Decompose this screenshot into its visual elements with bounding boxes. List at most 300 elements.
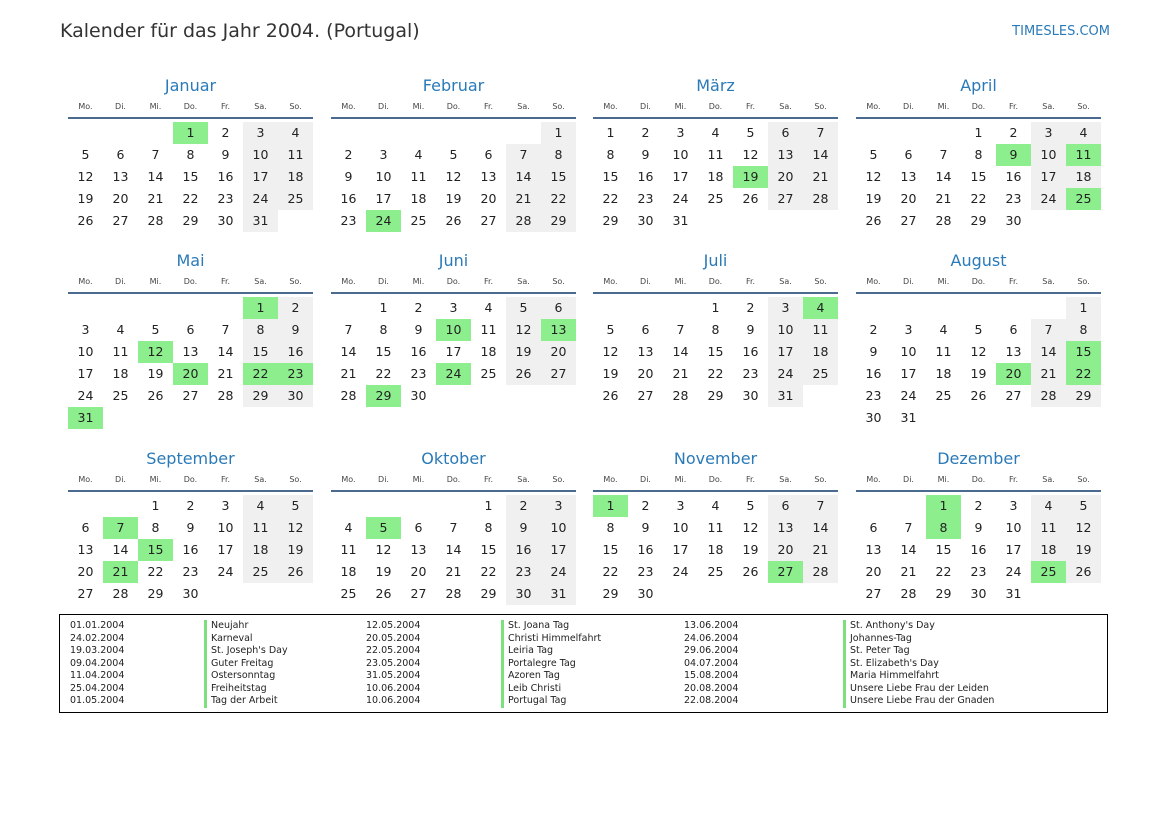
day-cell: 11 [707, 520, 724, 535]
week-row [331, 539, 576, 561]
day-cell: 7 [449, 520, 458, 535]
week-row [593, 122, 838, 144]
day-cell: 8 [606, 147, 615, 162]
day-cell: 12 [742, 147, 759, 162]
day-cell: 18 [935, 366, 952, 381]
holiday-date: 13.06.2004 [684, 620, 739, 631]
weekday-header [856, 100, 1101, 119]
weekday-label: So. [552, 475, 565, 484]
day-cell: 30 [506, 583, 541, 605]
week-row [68, 210, 313, 232]
day-cell: 21 [803, 166, 838, 188]
day-cell: 23 [506, 561, 541, 583]
day-cell: 3 [676, 498, 685, 513]
day-cell: 29 [1066, 385, 1101, 407]
empty-cell [1031, 583, 1066, 605]
empty-cell [856, 495, 891, 517]
weekday-label: Mo. [341, 102, 356, 111]
weekday-label: Fr. [1008, 475, 1019, 484]
holiday-name: Portugal Tag [501, 695, 601, 708]
day-cell: 10 [900, 344, 917, 359]
day-cell: 17 [672, 542, 689, 557]
holiday-day-cell: 9 [996, 144, 1031, 166]
day-cell: 11 [410, 169, 427, 184]
day-cell: 11 [935, 344, 952, 359]
day-cell: 15 [480, 542, 497, 557]
empty-cell [68, 297, 103, 319]
day-cell: 10 [768, 319, 803, 341]
day-cell: 30 [637, 586, 654, 601]
weekday-label: So. [814, 475, 827, 484]
day-cell: 22 [935, 564, 952, 579]
day-cell: 8 [541, 144, 576, 166]
empty-cell [961, 297, 996, 319]
day-cell: 29 [602, 213, 619, 228]
day-cell: 21 [900, 564, 917, 579]
empty-cell [1066, 210, 1101, 232]
day-cell: 26 [77, 213, 94, 228]
holiday-day-cell: 23 [278, 363, 313, 385]
week-row [856, 319, 1101, 341]
month-november [593, 445, 838, 605]
day-cell: 27 [865, 586, 882, 601]
day-cell: 16 [410, 344, 427, 359]
empty-cell [733, 210, 768, 232]
day-cell: 4 [243, 495, 278, 517]
week-row [331, 166, 576, 188]
site-link[interactable]: TIMESLES.COM [1012, 24, 1110, 39]
day-cell: 11 [1031, 517, 1066, 539]
week-row [593, 144, 838, 166]
day-cell: 9 [506, 517, 541, 539]
day-cell: 30 [865, 410, 882, 425]
day-cell: 31 [541, 583, 576, 605]
day-cell: 26 [445, 213, 462, 228]
day-cell: 28 [1031, 385, 1066, 407]
holiday-date: 24.06.2004 [684, 632, 739, 644]
day-cell: 16 [1005, 169, 1022, 184]
holiday-day-cell: 1 [593, 495, 628, 517]
empty-cell [628, 297, 663, 319]
week-row [856, 517, 1101, 539]
day-cell: 14 [1031, 341, 1066, 363]
day-cell: 13 [637, 344, 654, 359]
day-cell: 17 [77, 366, 94, 381]
holiday-date: 01.05.2004 [70, 695, 125, 706]
day-cell: 23 [637, 564, 654, 579]
weekday-label: Do. [183, 475, 198, 484]
day-cell: 14 [340, 344, 357, 359]
weekday-label: Do. [971, 277, 986, 286]
day-cell: 7 [939, 147, 948, 162]
day-cell: 2 [414, 300, 423, 315]
day-cell: 14 [803, 517, 838, 539]
weekday-label: Do. [183, 277, 198, 286]
day-cell: 24 [900, 388, 917, 403]
week-row [593, 341, 838, 363]
day-cell: 13 [865, 542, 882, 557]
day-cell: 25 [278, 188, 313, 210]
month-name: Juli [703, 251, 728, 270]
empty-cell [1031, 297, 1066, 319]
month-name: August [950, 251, 1007, 270]
holiday-date: 23.05.2004 [366, 657, 421, 669]
holiday-day-cell: 24 [436, 363, 471, 385]
week-row [331, 319, 576, 341]
weekday-label: Sa. [254, 277, 267, 286]
empty-cell [961, 407, 996, 429]
day-cell: 18 [803, 341, 838, 363]
empty-cell [138, 407, 173, 429]
empty-cell [996, 407, 1031, 429]
day-cell: 27 [1005, 388, 1022, 403]
day-cell: 31 [768, 385, 803, 407]
day-cell: 11 [278, 144, 313, 166]
day-cell: 5 [746, 125, 755, 140]
day-cell: 12 [1066, 517, 1101, 539]
day-cell: 3 [768, 297, 803, 319]
day-cell: 5 [506, 297, 541, 319]
day-cell: 25 [480, 366, 497, 381]
day-cell: 31 [900, 410, 917, 425]
week-row [68, 166, 313, 188]
day-cell: 26 [278, 561, 313, 583]
month-name: November [673, 449, 758, 468]
day-cell: 11 [707, 147, 724, 162]
day-cell: 5 [151, 322, 160, 337]
week-row [68, 363, 313, 385]
day-cell: 5 [746, 498, 755, 513]
day-cell: 11 [340, 542, 357, 557]
weekday-label: Di. [903, 277, 914, 286]
day-cell: 13 [182, 344, 199, 359]
day-cell: 19 [445, 191, 462, 206]
day-cell: 26 [742, 564, 759, 579]
day-cell: 12 [865, 169, 882, 184]
empty-cell [366, 495, 401, 517]
weekday-label: Di. [115, 277, 126, 286]
month-name: Oktober [421, 449, 486, 468]
empty-cell [663, 583, 698, 605]
day-cell: 19 [278, 539, 313, 561]
holiday-date: 20.05.2004 [366, 632, 421, 644]
day-cell: 8 [606, 520, 615, 535]
day-cell: 19 [602, 366, 619, 381]
weekday-label: Sa. [1042, 277, 1055, 286]
holiday-name: Portalegre Tag [501, 658, 601, 671]
week-row [856, 385, 1101, 407]
day-cell: 29 [935, 586, 952, 601]
day-cell: 8 [379, 322, 388, 337]
empty-cell [331, 122, 366, 144]
day-cell: 25 [243, 561, 278, 583]
day-cell: 24 [672, 564, 689, 579]
holiday-name: St. Elizabeth's Day [843, 658, 994, 671]
weekday-label: Fr. [745, 277, 756, 286]
weekday-label: Do. [708, 102, 723, 111]
day-cell: 22 [182, 191, 199, 206]
day-cell: 10 [541, 517, 576, 539]
day-cell: 12 [445, 169, 462, 184]
day-cell: 11 [243, 517, 278, 539]
weekday-label: So. [552, 277, 565, 286]
weekday-label: Di. [378, 475, 389, 484]
day-cell: 26 [147, 388, 164, 403]
month-juli [593, 247, 838, 407]
day-cell: 9 [746, 322, 755, 337]
week-row [593, 561, 838, 583]
weekday-label: Mo. [603, 277, 618, 286]
day-cell: 22 [147, 564, 164, 579]
day-cell: 20 [900, 191, 917, 206]
weekday-label: Do. [183, 102, 198, 111]
empty-cell [68, 495, 103, 517]
day-cell: 15 [375, 344, 392, 359]
day-cell: 7 [803, 495, 838, 517]
day-cell: 11 [803, 319, 838, 341]
day-cell: 27 [182, 388, 199, 403]
month-juni [331, 247, 576, 407]
empty-cell [208, 407, 243, 429]
day-cell: 20 [541, 341, 576, 363]
empty-cell [173, 297, 208, 319]
day-cell: 21 [340, 366, 357, 381]
day-cell: 6 [186, 322, 195, 337]
holiday-date: 31.05.2004 [366, 670, 421, 681]
day-cell: 26 [375, 586, 392, 601]
holiday-date: 29.06.2004 [684, 645, 739, 656]
day-cell: 24 [217, 564, 234, 579]
legend-name-column [204, 620, 288, 708]
holiday-date: 20.08.2004 [684, 682, 739, 694]
day-cell: 1 [1066, 297, 1101, 319]
week-row [68, 495, 313, 517]
week-row [856, 188, 1101, 210]
day-cell: 5 [81, 147, 90, 162]
day-cell: 22 [602, 564, 619, 579]
empty-cell [208, 297, 243, 319]
week-row [68, 517, 313, 539]
day-cell: 21 [445, 564, 462, 579]
empty-cell [926, 122, 961, 144]
weekday-label: Mo. [341, 277, 356, 286]
week-row [68, 561, 313, 583]
day-cell: 9 [221, 147, 230, 162]
weekday-label: So. [814, 277, 827, 286]
weekday-label: Sa. [517, 102, 530, 111]
day-cell: 22 [480, 564, 497, 579]
day-cell: 1 [711, 300, 720, 315]
weekday-header [68, 100, 313, 119]
empty-cell [733, 583, 768, 605]
weekday-label: Do. [446, 277, 461, 286]
day-cell: 8 [151, 520, 160, 535]
week-row [331, 561, 576, 583]
weekday-header [331, 100, 576, 119]
day-cell: 27 [480, 213, 497, 228]
day-cell: 29 [970, 213, 987, 228]
day-cell: 21 [935, 191, 952, 206]
day-cell: 12 [506, 319, 541, 341]
empty-cell [243, 407, 278, 429]
weekday-label: Sa. [254, 102, 267, 111]
week-row [856, 144, 1101, 166]
day-cell: 2 [641, 125, 650, 140]
day-cell: 28 [803, 561, 838, 583]
holiday-day-cell: 1 [173, 122, 208, 144]
empty-cell [768, 583, 803, 605]
day-cell: 19 [1066, 539, 1101, 561]
weekday-label: Mi. [674, 102, 687, 111]
day-cell: 24 [1031, 188, 1066, 210]
holiday-day-cell: 12 [138, 341, 173, 363]
holiday-name: Karneval [204, 633, 288, 646]
week-row [856, 407, 1101, 429]
empty-cell [1066, 407, 1101, 429]
weekday-label: Fr. [220, 277, 231, 286]
weekday-label: Mo. [866, 277, 881, 286]
weekday-label: Sa. [517, 277, 530, 286]
empty-cell [471, 385, 506, 407]
day-cell: 1 [541, 122, 576, 144]
day-cell: 10 [217, 520, 234, 535]
weekday-label: So. [289, 102, 302, 111]
day-cell: 19 [865, 191, 882, 206]
weekday-label: Sa. [254, 475, 267, 484]
week-row [68, 583, 313, 605]
week-row [68, 297, 313, 319]
weekday-header [593, 275, 838, 294]
empty-cell [103, 297, 138, 319]
day-cell: 14 [147, 169, 164, 184]
weekday-label: So. [1077, 102, 1090, 111]
day-cell: 4 [484, 300, 493, 315]
day-cell: 29 [480, 586, 497, 601]
day-cell: 26 [865, 213, 882, 228]
holiday-day-cell: 22 [243, 363, 278, 385]
day-cell: 16 [278, 341, 313, 363]
week-row [331, 341, 576, 363]
month-name: Januar [164, 76, 217, 95]
day-cell: 12 [742, 520, 759, 535]
day-cell: 18 [1066, 166, 1101, 188]
day-cell: 10 [375, 169, 392, 184]
week-row [593, 188, 838, 210]
weekday-label: Mo. [78, 475, 93, 484]
holiday-day-cell: 1 [243, 297, 278, 319]
day-cell: 1 [379, 300, 388, 315]
day-cell: 31 [1005, 586, 1022, 601]
day-cell: 18 [278, 166, 313, 188]
weekday-label: Mo. [78, 277, 93, 286]
day-cell: 20 [112, 191, 129, 206]
day-cell: 26 [1066, 561, 1101, 583]
holiday-date: 15.08.2004 [684, 670, 739, 681]
week-row [331, 583, 576, 605]
holiday-date: 01.01.2004 [70, 620, 125, 631]
weekday-label: Di. [903, 475, 914, 484]
day-cell: 6 [414, 520, 423, 535]
holiday-name: Neujahr [204, 620, 288, 633]
weekday-header [856, 473, 1101, 492]
empty-cell [278, 407, 313, 429]
day-cell: 10 [243, 144, 278, 166]
day-cell: 27 [637, 388, 654, 403]
day-cell: 7 [904, 520, 913, 535]
day-cell: 27 [77, 586, 94, 601]
week-row [593, 517, 838, 539]
day-cell: 8 [974, 147, 983, 162]
day-cell: 7 [221, 322, 230, 337]
holiday-name: St. Joseph's Day [204, 645, 288, 658]
day-cell: 26 [506, 363, 541, 385]
empty-cell [803, 385, 838, 407]
week-row [68, 319, 313, 341]
day-cell: 4 [116, 322, 125, 337]
holiday-day-cell: 4 [803, 297, 838, 319]
week-row [68, 341, 313, 363]
weekday-label: Di. [115, 475, 126, 484]
day-cell: 21 [1031, 363, 1066, 385]
empty-cell [436, 122, 471, 144]
day-cell: 5 [1066, 495, 1101, 517]
weekday-label: Do. [971, 102, 986, 111]
week-row [331, 188, 576, 210]
weekday-label: Mi. [149, 277, 162, 286]
day-cell: 10 [1031, 144, 1066, 166]
holiday-name: Guter Freitag [204, 658, 288, 671]
week-row [331, 363, 576, 385]
day-cell: 1 [606, 125, 615, 140]
weekday-label: Di. [640, 277, 651, 286]
month-name: Juni [438, 251, 469, 270]
day-cell: 27 [112, 213, 129, 228]
week-row [331, 210, 576, 232]
day-cell: 18 [243, 539, 278, 561]
day-cell: 19 [506, 341, 541, 363]
day-cell: 26 [742, 191, 759, 206]
day-cell: 23 [340, 213, 357, 228]
holiday-day-cell: 31 [68, 407, 103, 429]
day-cell: 23 [182, 564, 199, 579]
day-cell: 14 [672, 344, 689, 359]
day-cell: 28 [672, 388, 689, 403]
month-name: Dezember [937, 449, 1020, 468]
day-cell: 28 [217, 388, 234, 403]
holiday-name: Maria Himmelfahrt [843, 670, 994, 683]
empty-cell [103, 495, 138, 517]
day-cell: 25 [410, 213, 427, 228]
holiday-name: Unsere Liebe Frau der Leiden [843, 683, 994, 696]
day-cell: 7 [506, 144, 541, 166]
empty-cell [1031, 407, 1066, 429]
day-cell: 3 [676, 125, 685, 140]
holiday-date: 24.02.2004 [70, 632, 125, 644]
day-cell: 29 [541, 210, 576, 232]
week-row [593, 495, 838, 517]
month-dezember [856, 445, 1101, 605]
empty-cell [506, 385, 541, 407]
day-cell: 20 [410, 564, 427, 579]
weekday-label: Fr. [1008, 102, 1019, 111]
day-cell: 25 [112, 388, 129, 403]
week-row [331, 297, 576, 319]
week-row [331, 385, 576, 407]
weekday-label: Mi. [149, 102, 162, 111]
weekday-label: Fr. [220, 475, 231, 484]
day-cell: 9 [186, 520, 195, 535]
holiday-date: 04.07.2004 [684, 657, 739, 669]
